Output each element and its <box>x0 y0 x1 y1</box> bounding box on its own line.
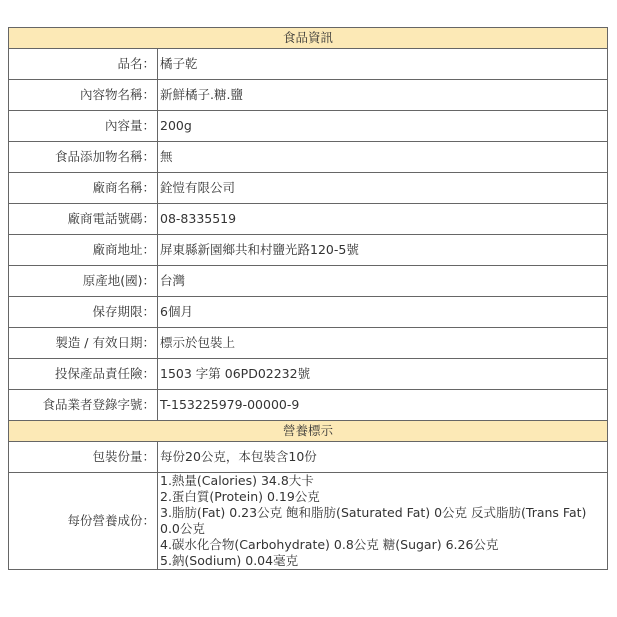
insurance-label: 投保產品責任險 <box>54 366 143 381</box>
nutrition-line-protein: 2.蛋白質(Protein) 0.19公克 <box>160 489 320 504</box>
row-label: 製造 / 有效日期： <box>9 328 158 359</box>
table-row <box>9 111 608 142</box>
origin-value: 台灣 <box>158 266 608 297</box>
nutrition-line-carbohydrate: 4.碳水化合物(Carbohydrate) 0.8公克 糖(Sugar) 6.26公克 <box>160 537 499 552</box>
row-label: 食品業者登錄字號： <box>9 390 158 421</box>
registration-value: T-153225979-00000-9 <box>158 390 608 421</box>
table-row <box>9 328 608 359</box>
dates-value: 標示於包裝上 <box>158 328 608 359</box>
row-label: 廠商名稱： <box>9 173 158 204</box>
row-label: 廠商電話號碼： <box>9 204 158 235</box>
table-row <box>9 390 608 421</box>
manufacturer-label: 廠商名稱 <box>92 180 143 195</box>
phone-value: 08-8335519 <box>158 204 608 235</box>
additives-label: 食品添加物名稱 <box>54 149 143 164</box>
table-row <box>9 49 608 80</box>
nutrition-line-fat: 3.脂肪(Fat) 0.23公克 飽和脂肪(Saturated Fat) 0公克 反式脂肪(Trans Fat) 0.0公克 <box>160 505 587 536</box>
section-header-nutrition: 營養標示 <box>9 421 608 442</box>
phone-label: 廠商電話號碼 <box>67 211 143 226</box>
row-label: 廠商地址： <box>9 235 158 266</box>
dates-label: 製造 / 有效日期 <box>55 335 143 350</box>
product-name-value: 橘子乾 <box>158 49 608 80</box>
table-row <box>9 235 608 266</box>
table-row <box>9 473 608 570</box>
table-row <box>9 359 608 390</box>
address-label: 廠商地址 <box>92 242 143 257</box>
shelf-life-label: 保存期限 <box>92 304 143 319</box>
product-name-label: 品名 <box>117 56 143 71</box>
table-row <box>9 266 608 297</box>
insurance-value: 1503 字第 06PD02232號 <box>158 359 608 390</box>
additives-value: 無 <box>158 142 608 173</box>
nutrition-line-calories: 1.熱量(Calories) 34.8大卡 <box>160 473 314 488</box>
table-row <box>9 204 608 235</box>
row-label: 每份營養成份： <box>9 473 158 570</box>
row-label: 食品添加物名稱： <box>9 142 158 173</box>
serving-value: 每份20公克，本包裝含10份 <box>158 442 608 473</box>
table-row <box>9 297 608 328</box>
net-content-value: 200g <box>158 111 608 142</box>
section-header-food-info: 食品資訊 <box>9 28 608 49</box>
row-label: 內容量： <box>9 111 158 142</box>
ingredients-value: 新鮮橘子.糖.鹽 <box>158 80 608 111</box>
section-header-row <box>9 421 608 442</box>
table-row <box>9 142 608 173</box>
nutrition-line-sodium: 5.鈉(Sodium) 0.04毫克 <box>160 553 299 568</box>
net-content-label: 內容量 <box>104 118 143 133</box>
section-header-row <box>9 28 608 49</box>
row-label: 內容物名稱： <box>9 80 158 111</box>
registration-label: 食品業者登錄字號 <box>42 397 143 412</box>
manufacturer-value: 銓愷有限公司 <box>158 173 608 204</box>
nutrition-facts-list <box>158 473 608 570</box>
serving-label: 包裝份量 <box>92 449 143 464</box>
food-info-table <box>8 27 608 570</box>
row-label: 包裝份量： <box>9 442 158 473</box>
table-row <box>9 442 608 473</box>
row-label: 品名： <box>9 49 158 80</box>
address-value: 屏東縣新園鄉共和村鹽光路120-5號 <box>158 235 608 266</box>
per-serving-label: 每份營養成份 <box>67 513 143 528</box>
row-label: 保存期限： <box>9 297 158 328</box>
table-row <box>9 173 608 204</box>
origin-label: 原產地(國) <box>82 273 143 288</box>
ingredients-label: 內容物名稱 <box>79 87 143 102</box>
table-row <box>9 80 608 111</box>
row-label: 原產地(國)： <box>9 266 158 297</box>
row-label: 投保產品責任險： <box>9 359 158 390</box>
shelf-life-value: 6個月 <box>158 297 608 328</box>
